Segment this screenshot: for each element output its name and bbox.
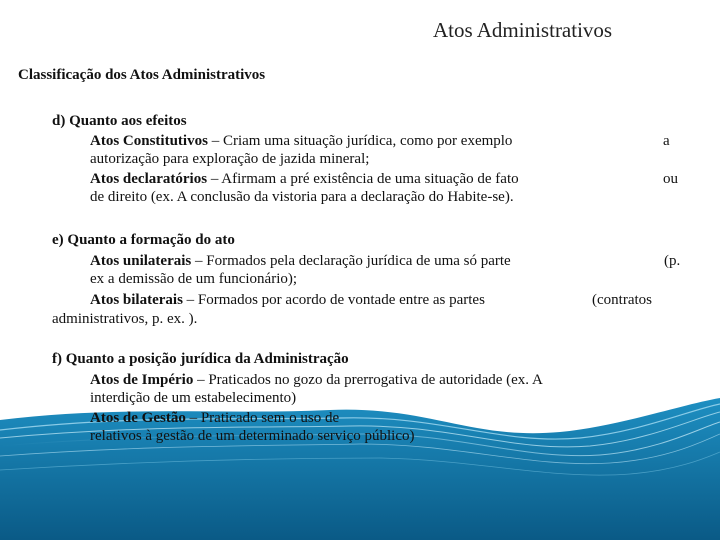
term-label: Atos unilaterais: [90, 253, 192, 269]
term-label: Atos Constitutivos: [90, 133, 208, 149]
item-text: – Praticados no gozo da prerrogativa de autoridade (ex. A: [193, 372, 543, 388]
section-heading-efeitos: d) Quanto aos efeitos: [52, 113, 187, 129]
item-text-continued: relativos à gestão de um determinado serviço público): [90, 428, 415, 444]
item-text: – Criam uma situação jurídica, como por exemplo: [207, 133, 513, 149]
item-trailing-word: a: [663, 133, 670, 149]
item-text: – Formados pela declaração jurídica de uma só parte: [191, 253, 511, 269]
item-text-continued: ex a demissão de um funcionário);: [90, 271, 298, 287]
item-trailing-word: ou: [663, 171, 678, 187]
list-item-atos-de-gestao: [90, 410, 339, 427]
term-label: Atos declaratórios: [90, 171, 208, 187]
term-label: Atos de Império: [90, 372, 194, 388]
item-trailing-word: (p.: [664, 253, 681, 269]
page-title: Atos Administrativos: [433, 18, 613, 42]
list-item-atos-declaratorios: [90, 171, 519, 188]
item-text: – Praticado sem o uso de: [185, 410, 340, 426]
term-label: Atos de Gestão: [90, 410, 186, 426]
item-text: – Formados por acordo de vontade entre as partes: [182, 292, 485, 308]
page-subtitle: Classificação dos Atos Administrativos: [18, 67, 266, 83]
item-text: – Afirmam a pré existência de uma situação de fato: [207, 171, 519, 187]
list-item-atos-unilaterais: [90, 253, 511, 270]
list-item-atos-bilaterais: [90, 292, 485, 309]
list-item-atos-de-imperio: [90, 372, 543, 389]
item-text-continued: interdição de um estabelecimento): [90, 390, 297, 406]
item-text-continued: de direito (ex. A conclusão da vistoria para a declaração do Habite-se).: [90, 189, 514, 205]
section-heading-posicao-juridica: f) Quanto a posição jurídica da Administração: [52, 351, 349, 367]
term-label: Atos bilaterais: [90, 292, 183, 308]
item-trailing-word: (contratos: [592, 292, 652, 308]
list-item-atos-constitutivos: [90, 133, 512, 150]
item-text-continued: administrativos, p. ex. ).: [52, 311, 198, 327]
section-heading-formacao: e) Quanto a formação do ato: [52, 232, 235, 248]
item-text-continued: autorização para exploração de jazida mineral;: [90, 151, 370, 167]
